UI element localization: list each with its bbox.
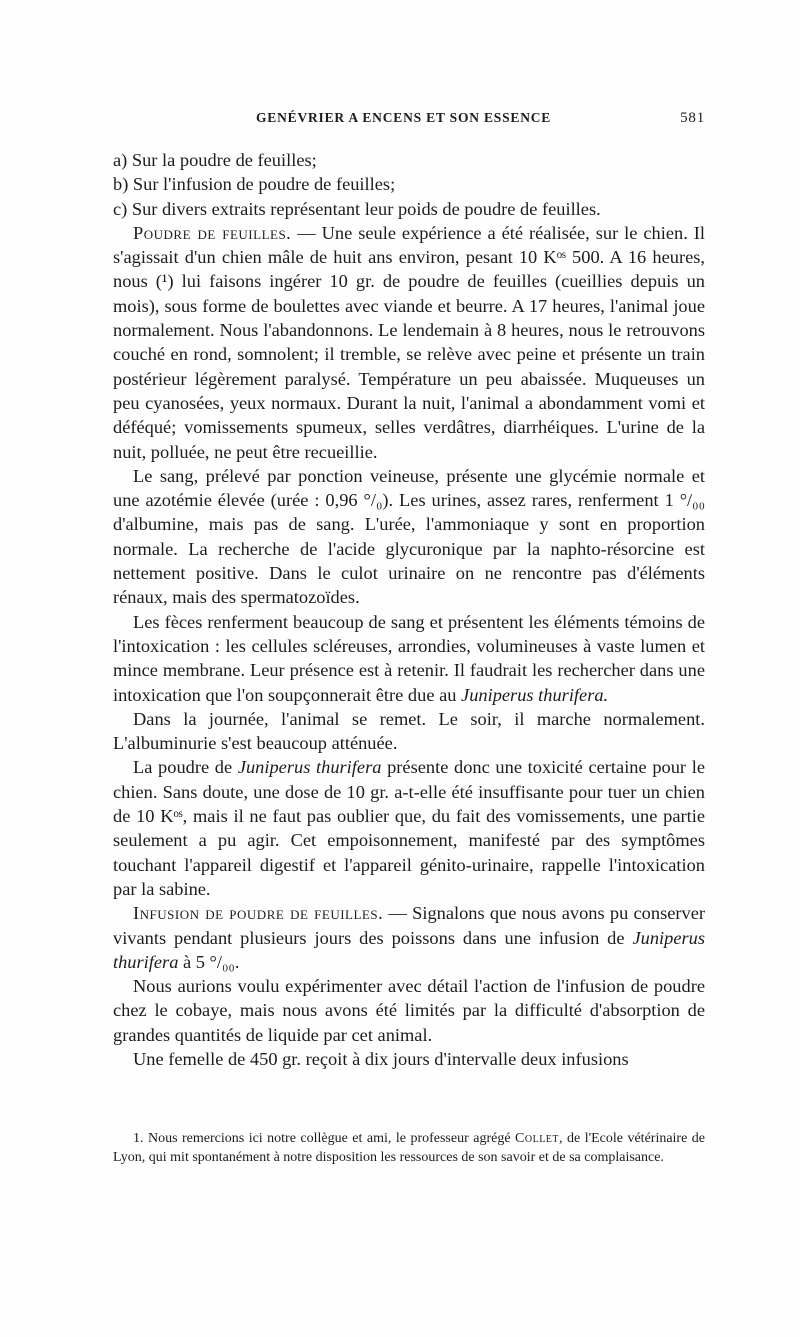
paragraph-text: présente donc une toxicité certaine pour le chien. Sans doute, une dose de 10 gr. a-t-elle été insuffisante pour tuer un chien de 10 Kᵒˢ, mais il ne faut pas oublier que, du fait des vomissements, une partie seulement a pu agir. Cet empoisonnement, manifesté par des symptômes touchant l'appareil digestif et l'appareil génito-urinaire, rappelle l'intoxication par la sabine.	[113, 757, 705, 899]
paragraph-poudre	[113, 221, 705, 464]
paragraph-text: La poudre de	[133, 757, 238, 778]
footnotes	[113, 1130, 705, 1167]
footnote-text: 1. Nous remercions ici notre collègue et ami, le professeur agrégé	[133, 1131, 516, 1146]
species-name: Juniperus thurifera	[113, 927, 705, 972]
paragraph-text: — Signalons que nous avons pu conserver vivants pendant plusieurs jours des poissons dans une infusion de	[113, 903, 706, 948]
running-title: GENÉVRIER A ENCENS ET SON ESSENCE	[256, 110, 552, 125]
running-header	[113, 110, 705, 132]
list-item-a: a) Sur la poudre de feuilles;	[113, 150, 317, 170]
paragraph-cobaye: Nous aurions voulu expérimenter avec détail l'action de l'infusion de poudre chez le cobaye, mais nous avons été limités par la difficulté d'absorption de grandes quantités de liquide par cet animal.	[113, 976, 705, 1045]
paragraph-sang: Le sang, prélevé par ponction veineuse, présente une glycémie normale et une azotémie élevée (urée : 0,96 °/₀). Les urines, assez rares, renferment 1 °/₀₀ d'albumine, mais pas de sang. L'urée, l'ammoniaque y sont en proportion normale. La recherche de l'acide glycuronique par la naphto-résorcine est nettement positive. Dans le culot urinaire on ne rencontre pas d'éléments rénaux, mais des spermatozoïdes.	[113, 465, 705, 608]
paragraph-text: — Une seule expérience a été réalisée, sur le chien. Il s'agissait d'un chien mâle de huit ans environ, pesant 10 Kᵒˢ 500. A 16 heures, nous (¹) lui faisons ingérer 10 gr. de poudre de feuilles (cueillies depuis un mois), sous forme de boulettes avec viande et beurre. A 17 heures, l'animal joue normalement. Nous l'abandonnons. Le lendemain à 8 heures, nous le retrouvons couché en rond, somnolent; il tremble, se relève avec peine et présente un train postérieur légèrement paralysé. Température un peu abaissée. Muqueuses un peu cyanosées, yeux normaux. Durant la nuit, l'animal a abondamment vomi et déféqué; vomissements spumeux, selles verdâtres, diarrhéiques. L'urine de la nuit, polluée, ne peut être recueillie.	[113, 222, 705, 462]
species-name: Juniperus thurifera	[237, 757, 382, 778]
section-lead-poudre: Poudre de feuilles.	[133, 222, 292, 243]
footnote-1	[113, 1130, 705, 1167]
page-number: 581	[680, 110, 705, 126]
paragraph-text: à 5 °/₀₀.	[178, 951, 240, 972]
paragraph-journee: Dans la journée, l'animal se remet. Le soir, il marche normalement. L'albuminurie s'est beaucoup atténuée.	[113, 708, 705, 754]
species-name: Juniperus thurifera.	[461, 684, 609, 705]
paragraph-feces	[113, 610, 705, 707]
section-lead-infusion: Infusion de poudre de feuilles.	[133, 903, 384, 924]
footnote-name: Collet	[515, 1131, 560, 1146]
paragraph-infusion	[113, 901, 705, 974]
list-item-b: b) Sur l'infusion de poudre de feuilles;	[113, 174, 396, 195]
list-item-c: c) Sur divers extraits représentant leur poids de poudre de feuilles.	[113, 198, 601, 219]
paragraph-text: Les fèces renferment beaucoup de sang et présentent les éléments témoins de l'intoxication : les cellules scléreuses, arrondies, volumineuses à vaste lumen et mince membrane. Leur présence est à retenir. Il faudrait les rechercher dans une intoxication que l'on soupçonnerait être due au	[113, 611, 705, 705]
body-text	[113, 148, 705, 1071]
footnote-text: , de l'Ecole vétérinaire de Lyon, qui mit spontanément à notre disposition les ressources de son savoir et de sa complaisance.	[113, 1131, 706, 1165]
paragraph-femelle: Une femelle de 450 gr. reçoit à dix jours d'intervalle deux infusions	[133, 1048, 629, 1069]
paragraph-toxicite	[113, 755, 705, 901]
